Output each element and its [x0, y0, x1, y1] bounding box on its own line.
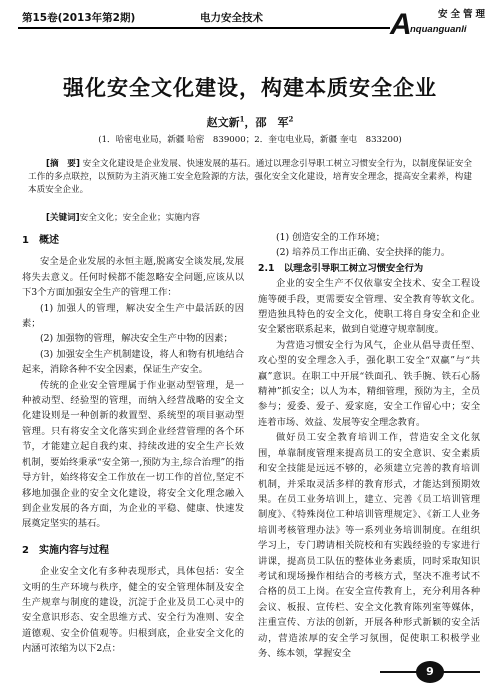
paragraph: 企业安全文化有多种表现形式，具体包括：安全文明的生产环境与秩序，健全的安全管理体制及安全生产规章与制度的建设，沉淀于企业及员工心灵中的安全意识形态、安全思维方式、安全行为准则、安全道德观、安全价值观等。归根到底，企业安全文化的内涵可浓缩为以下2点： [22, 566, 244, 655]
section-logo-cn: 安全管理 [437, 9, 488, 20]
paragraph: 为营造习惯安全行为风气，企业从倡导责任型、攻心型的安全理念入手，强化职工安全“双赢”与“共赢”意识。在职工中开展“铁面孔、铁手腕、铁石心肠精神”抓安全；以人为本，精细管理，预防为主，全员参与；爱委、爱子、爱家庭，安全工作留心中；安全连着市场、效益、发展等安全理念教育。 [258, 339, 480, 428]
keywords [46, 211, 200, 223]
section-heading: 2 实施内容与过程 [22, 544, 109, 556]
list-item: (1) 创造安全的工作环境； [276, 232, 386, 243]
paragraph: 做好员工安全教育培训工作，营造安全文化氛围，单靠制度管理来提高员工的安全意识、安全素质和安全技能是远远不够的，必须建立完善的教育培训机制，并采取灵活多样的教育形式，才能达到预期效果。在员工业务培训上，建立、完善《员工培训管理制度》、《特殊岗位工种培训管理规定》、《新工人业务培训考核管理办法》等一系列业务培训制度。在组织学习上，专门聘请相关院校和有实践经验的专家进行讲课，提高员工队伍的整体业务素质，同时采取知识考试和现场操作相结合的考核方式，坚决不准考试不合格的员工上岗。在安全宣传教育上，充分利用各种会议、板报、宣传栏、安全文化教育陈列室等媒体，注重宣传、方法的创新，开展各种形式新颖的安全活动，营造浓厚的安全学习氛围，促使职工积极学业务、练本领，掌握安全 [258, 432, 480, 659]
section-logo-en: nquanguanli [410, 24, 467, 35]
abstract-label: [摘 要] [46, 159, 80, 169]
affiliation: (1．哈密电业局，新疆 哈密 839000；2．奎屯电业局，新疆 奎屯 833200) [98, 135, 402, 145]
keywords-label: [关键词] [46, 213, 80, 223]
author-separator: ， [244, 116, 256, 129]
left-column [22, 230, 244, 657]
author-affil-mark: 2 [288, 114, 294, 124]
author-affil-mark: 1 [239, 114, 245, 124]
abstract [28, 158, 472, 197]
list-item: (3) 加强安全生产机制建设，将人和物有机地结合起来，消除各种不安全因素，保证生产安全。 [22, 348, 244, 376]
section-logo-letter: A [390, 8, 412, 41]
keywords-text: 安全文化；安全企业；实施内容 [79, 213, 200, 223]
section-logo [388, 2, 494, 40]
author-name: 赵文新 [206, 116, 240, 129]
header-rule [18, 27, 390, 29]
list-item: (1) 加强人的管理，解决安全生产中最活跃的因素； [22, 302, 244, 330]
abstract-text: 安全文化建设是企业发展、快速发展的基石。通过以理念引导职工树立习惯安全行为，以制度保证安全工作的多点联控，以预防为主消灭施工安全危险源的方法，强化安全文化建设，培育安全理念，提高安全素养，构建本质安全企业。 [28, 159, 472, 195]
journal-name: 电力安全技术 [200, 12, 263, 24]
list-item: (2) 加强物的管理，解决安全生产中物的因素； [40, 333, 233, 345]
author-line [0, 114, 500, 130]
issue-info: 第15卷(2013年第2期) [22, 12, 136, 24]
page-number: 9 [416, 661, 444, 683]
section-heading: 1 概述 [22, 235, 59, 246]
paragraph: 安全是企业发展的永恒主题,脱离安全谈发展,发展将失去意义。任何时候都不能忽略安全问题,应该从以下3个方面加强安全生产的管理工作： [22, 256, 244, 299]
paragraph: 企业的安全生产不仅依靠安全技术、安全工程设施等硬手段，更需要安全管理、安全教育等软文化。塑造独具特色的安全文化，使职工将自身安全和企业安全紧密联系起来，做到自觉遵守规章制度。 [258, 278, 480, 336]
subsection-heading: 2.1 以理念引导职工树立习惯安全行为 [258, 262, 424, 274]
running-header [0, 0, 500, 40]
list-item: (2) 培养员工作出正确、安全抉择的能力。 [276, 247, 451, 259]
author-name: 邵 军 [255, 116, 289, 129]
article-title: 强化安全文化建设，构建本质安全企业 [63, 76, 437, 100]
paragraph: 传统的企业安全管理属于作业驱动型管理，是一种被动型、经验型的管理，而纳入经营战略的安全文化建设则是一种创新的救置型、系统型的项目驱动型管理。只有将安全文化落实到企业经营管理的各个环节，才能建立起自我约束、持续改进的安全生产长效机制，要始终秉承“安全第一,预防为主,综合治理”的指导方针，始终将安全工作放在一切工作的首位,坚定不移地加强企业的安全文化建设，将安全文化理念融入到企业发展的各方面，为企业的平稳、健康、快速发展奠定坚实的基石。 [22, 379, 244, 530]
right-column [258, 230, 480, 661]
